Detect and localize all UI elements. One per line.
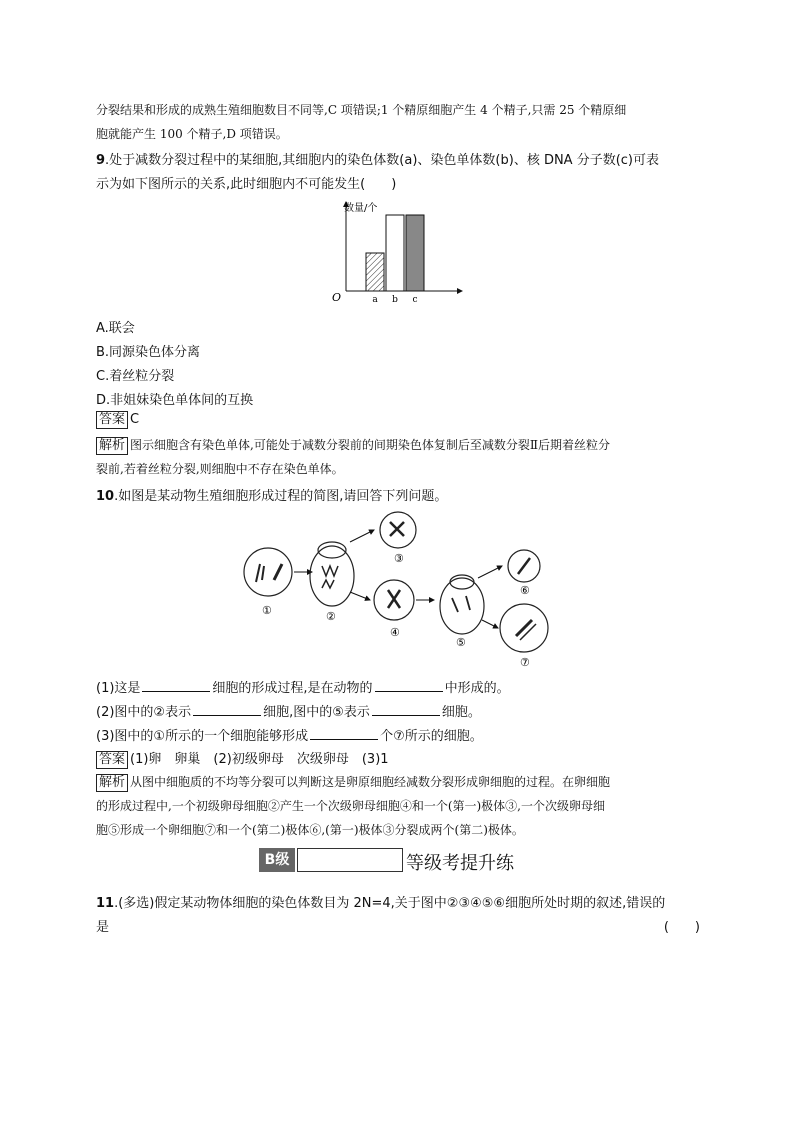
blank[interactable] [372,703,440,716]
q9-analysis-text: 图示细胞含有染色单体,可能处于减数分裂前的间期染色体复制后至减数分裂Ⅱ后期着丝粒分 [130,438,610,452]
blank[interactable] [310,727,378,740]
q10-sub1-b: 细胞的形成过程,是在动物的 [212,681,373,696]
q10-sub-1 [96,677,706,696]
q11-stem-text-2: 是 [96,920,110,935]
label-5: ⑤ [456,636,466,649]
q10-sub2-b: 细胞,图中的⑤表示 [263,705,370,720]
q9-option-a: A.联会 [96,321,135,336]
section-title: 等级考提升练 [406,853,514,874]
label-6: ⑥ [520,584,530,597]
q10-sub1-a: (1)这是 [96,681,141,696]
q11-stem-text: .(多选)假定某动物体细胞的染色体数目为 2N=4,关于图中②③④⑤⑥细胞所处时期的叙述,错误的 [114,896,666,911]
cell-3 [380,512,416,548]
q10-sub-2 [96,701,706,720]
q11-stem-line-1 [96,892,706,911]
blank[interactable] [142,679,210,692]
q9-bar-chart [330,198,470,306]
analysis-tag: 解析 [96,437,128,455]
q9-option-b: B.同源染色体分离 [96,345,201,360]
bar-a [366,253,384,291]
q10-analysis-line-2: 的形成过程中,一个初级卵母细胞②产生一个次级卵母细胞④和一个(第一)极体③,一个次级卵母细 [96,799,605,813]
q10-stem [96,485,706,504]
blank[interactable] [375,679,443,692]
q10-number: 10 [96,489,115,504]
q10-sub2-c: 细胞。 [441,705,481,720]
label-7: ⑦ [520,656,530,668]
q11-stem-line-2 [96,916,706,935]
cell-7 [500,604,548,652]
bar-c [406,215,424,291]
q10-analysis-line-1 [96,773,706,792]
q10-stem-text: .如图是某动物生殖细胞形成过程的简图,请回答下列问题。 [114,489,448,504]
q9-stem-line-2: 示为如下图所示的关系,此时细胞内不可能发生( ) [96,177,397,192]
cell-1 [244,548,292,596]
prev-analysis-line-2: 胞就能产生 100 个精子,D 项错误。 [96,127,288,141]
q10-sub1-c: 中形成的。 [444,681,510,696]
q10-sub2-a: (2)图中的②表示 [96,705,192,720]
q9-answer [96,411,706,429]
cell-division-diagram [238,508,558,668]
label-2: ② [326,610,336,623]
cell-5 [440,575,484,634]
q11-answer-paren: ( ) [663,920,700,935]
q9-stem-line-1 [96,149,706,168]
q11-number: 11 [96,896,115,911]
y-axis-label: 数量/个 [344,203,378,214]
prev-analysis-line-1: 分裂结果和形成的成熟生殖细胞数目不同等,C 项错误;1 个精原细胞产生 4 个精子,只需 25 个精原细 [96,103,627,117]
q9-analysis-line-1 [96,436,706,455]
cell-2 [310,542,354,606]
tick-label-c: c [412,295,418,305]
q9-option-d: D.非姐妹染色单体间的互换 [96,393,254,408]
answer-tag: 答案 [96,411,128,429]
q9-number: 9 [96,153,106,168]
grade-empty-box [297,848,403,872]
cell-6 [508,550,540,582]
q10-analysis-line-3: 胞⑤形成一个卵细胞⑦和一个(第二)极体⑥,(第一)极体③分裂成两个(第二)极体。 [96,823,524,837]
q9-analysis-line-2: 裂前,若着丝粒分裂,则细胞中不存在染色单体。 [96,462,344,476]
cell-4 [374,580,414,620]
q9-answer-value: C [130,412,140,427]
q10-sub3-a: (3)图中的①所示的一个细胞能够形成 [96,729,309,744]
q10-answer-value: (1)卵 卵巢 (2)初级卵母 次级卵母 (3)1 [130,752,389,767]
tick-label-b: b [392,295,398,305]
blank[interactable] [193,703,261,716]
label-3: ③ [394,552,404,565]
label-1: ① [262,604,272,617]
q10-sub3-b: 个⑦所示的细胞。 [380,729,483,744]
origin-label: O [332,291,342,304]
analysis-tag: 解析 [96,774,128,792]
bar-b [386,215,404,291]
q10-sub-3 [96,725,706,744]
q10-answer [96,748,706,769]
grade-badge: B级 [259,848,295,872]
q9-stem-text: .处于减数分裂过程中的某细胞,其细胞内的染色体数(a)、染色单体数(b)、核 DNA 分子数(c)可表 [105,153,660,168]
tick-label-a: a [372,295,378,305]
answer-tag: 答案 [96,751,128,769]
label-4: ④ [390,626,400,639]
q10-analysis-text: 从图中细胞质的不均等分裂可以判断这是卵原细胞经减数分裂形成卵细胞的过程。在卵细胞 [130,775,611,789]
q9-option-c: C.着丝粒分裂 [96,369,175,384]
